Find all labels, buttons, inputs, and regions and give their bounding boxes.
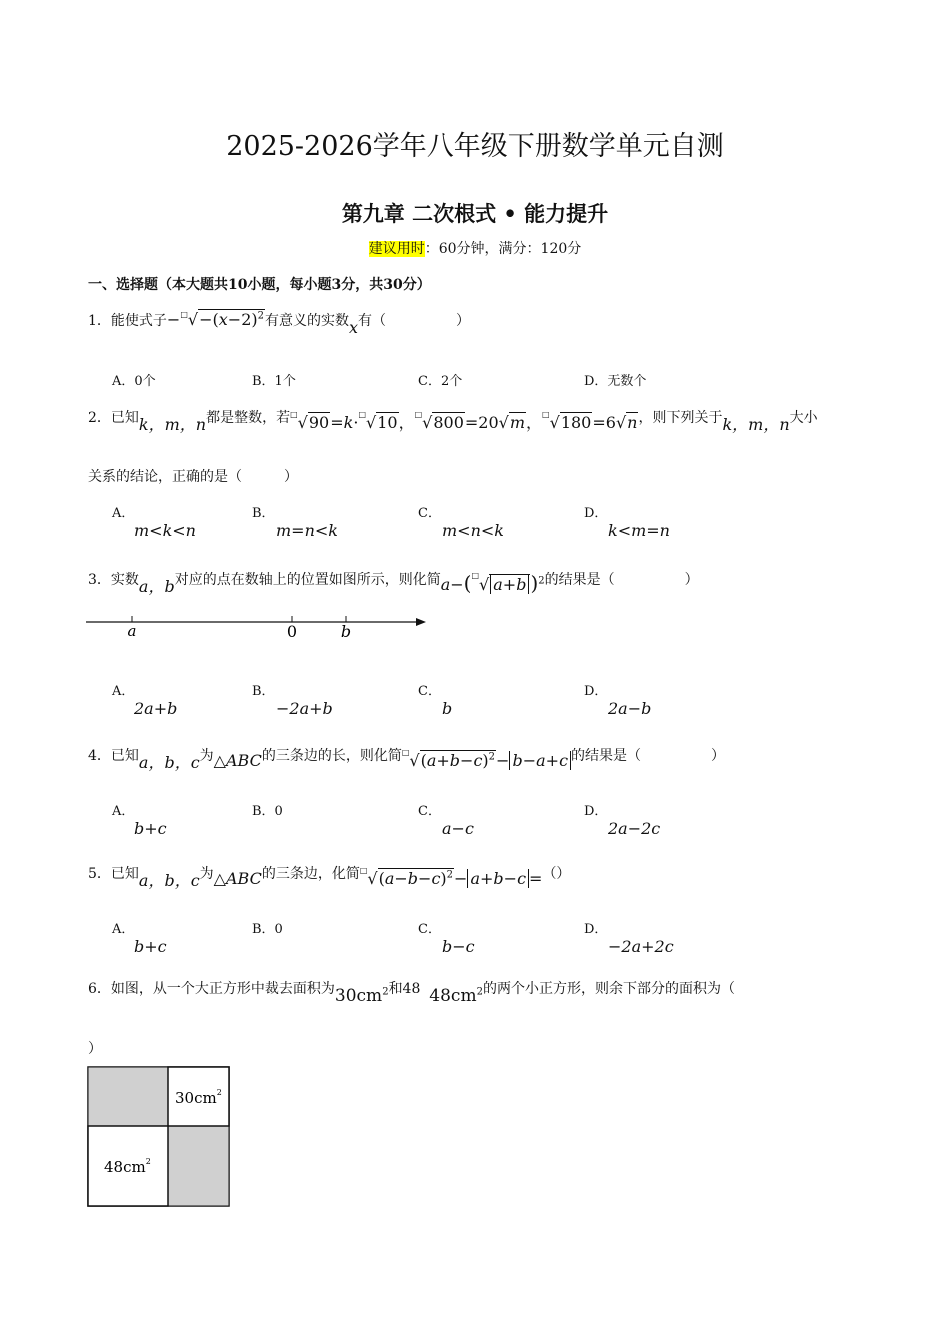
q1-post: 有（ ） (358, 313, 471, 329)
question-3 (88, 565, 699, 596)
q2-option-c[interactable]: C． m<n<k (418, 506, 504, 540)
q5-mid1: 为 (199, 866, 214, 882)
q2-option-d[interactable]: D． k<m=n (584, 506, 670, 540)
q3-option-a[interactable]: A． 2a+b (112, 684, 178, 718)
q6-pre: 6．如图，从一个大正方形中裁去面积为 (88, 981, 335, 997)
q6-mid: 和48 (388, 981, 421, 997)
q1-option-a[interactable]: A．0个 (112, 374, 156, 389)
q1-option-b[interactable]: B．1个 (252, 374, 296, 389)
squares-figure (87, 1066, 231, 1208)
q3-mid: 对应的点在数轴上的位置如图所示，则化简 (174, 572, 441, 588)
q4-post: 的结果是（ ） (571, 748, 726, 764)
q6-post: 的两个小正方形，则余下部分的面积为（ (482, 981, 735, 997)
q3-option-d[interactable]: D． 2a−b (584, 684, 652, 718)
label-b: b (340, 622, 352, 641)
question-2 (88, 404, 818, 434)
section-heading: 一、选择题（本大题共10小题，每小题3分，共30分） (88, 277, 431, 293)
question-1 (88, 310, 471, 337)
q4-option-b[interactable]: B．0 (252, 804, 283, 819)
q4-mid1: 为 (199, 748, 214, 764)
q5-option-c[interactable]: C． b−c (418, 922, 475, 956)
q4-option-c[interactable]: C． a−c (418, 804, 474, 838)
chapter-subtitle: 第九章 二次根式 • 能力提升 (341, 201, 609, 226)
q2-formulas: □√90=k·□√10，□√800=20√m，□√180=6√n (290, 410, 638, 432)
q3-post: 的结果是（ ） (544, 572, 699, 588)
label-a: a (127, 622, 137, 640)
q1-option-c[interactable]: C．2个 (418, 374, 463, 389)
q4-pre: 4．已知 (88, 748, 139, 764)
q2-post1: ，则下列关于 (638, 410, 723, 426)
question-4 (88, 742, 726, 772)
q2-mid: 都是整数，若 (206, 410, 291, 426)
q4-vars: a，b，c (138, 753, 200, 772)
q2-vars: k，m，n (138, 415, 207, 434)
arrow-icon (416, 618, 426, 626)
q5-mid2: 的三条边，化简 (261, 866, 360, 882)
q3-vars: a，b (138, 577, 175, 596)
q3-formula: a−(□√ a+b )$^2$ (440, 571, 545, 595)
q2-option-b[interactable]: B． m=n<k (252, 506, 338, 540)
q4-triangle: △ABC (213, 751, 262, 770)
q5-option-a[interactable]: A． b+c (112, 922, 167, 956)
q4-option-d[interactable]: D． 2a−2c (584, 804, 661, 838)
q5-vars: a，b，c (138, 871, 200, 890)
q3-option-b[interactable]: B． −2a+b (252, 684, 333, 718)
question-5 (88, 860, 571, 890)
q5-pre: 5．已知 (88, 866, 139, 882)
label-48cm: $48cm^2$ (104, 1157, 151, 1176)
time-rest: ：60分钟，满分：120分 (424, 241, 582, 257)
q5-option-d[interactable]: D． −2a+2c (584, 922, 674, 956)
q5-post: （） (542, 866, 571, 882)
page-title: 2025-2026学年八年级下册数学单元自测 (226, 131, 724, 162)
q6-line2: ） (88, 1041, 102, 1057)
time-label: 建议用时 (368, 241, 425, 257)
time-info (0, 238, 950, 258)
shaded-region-right (168, 1126, 229, 1206)
q6-area-2: $48cm^2$ (429, 986, 483, 1006)
q3-pre: 3．实数 (88, 572, 139, 588)
q2-option-a[interactable]: A． m<k<n (112, 506, 196, 540)
label-0: 0 (286, 622, 298, 641)
q1-pre: 1．能使式子 (88, 313, 167, 329)
q5-option-b[interactable]: B．0 (252, 922, 283, 937)
q1-mid: 有意义的实数 (264, 313, 349, 329)
q6-area-1: $30cm^2$ (334, 986, 389, 1006)
question-6 (88, 978, 735, 1006)
shaded-region-top (88, 1067, 168, 1126)
q5-triangle: △ABC (213, 869, 262, 888)
q1-formula: $-^□√-(x-2)^2$ (166, 310, 264, 329)
q4-formula: $^□√(a+b-c)^2- b-a+c$ (402, 751, 571, 770)
q1-option-d[interactable]: D．无数个 (584, 374, 647, 389)
q4-option-a[interactable]: A． b+c (112, 804, 167, 838)
q4-mid2: 的三条边的长，则化简 (261, 748, 402, 764)
number-line-figure (86, 606, 436, 646)
q3-option-c[interactable]: C． b (418, 684, 453, 718)
q2-post2: 大小 (789, 410, 818, 426)
q2-vars-2: k，m，n (722, 415, 790, 434)
q2-line2: 关系的结论，正确的是（ ） (88, 469, 298, 485)
q5-formula: $^□√(a-b-c)^2- a+b-c$ = (359, 866, 543, 888)
q1-var: x (348, 318, 359, 337)
label-30cm: $30cm^2$ (175, 1088, 222, 1107)
q2-pre: 2．已知 (88, 410, 139, 426)
